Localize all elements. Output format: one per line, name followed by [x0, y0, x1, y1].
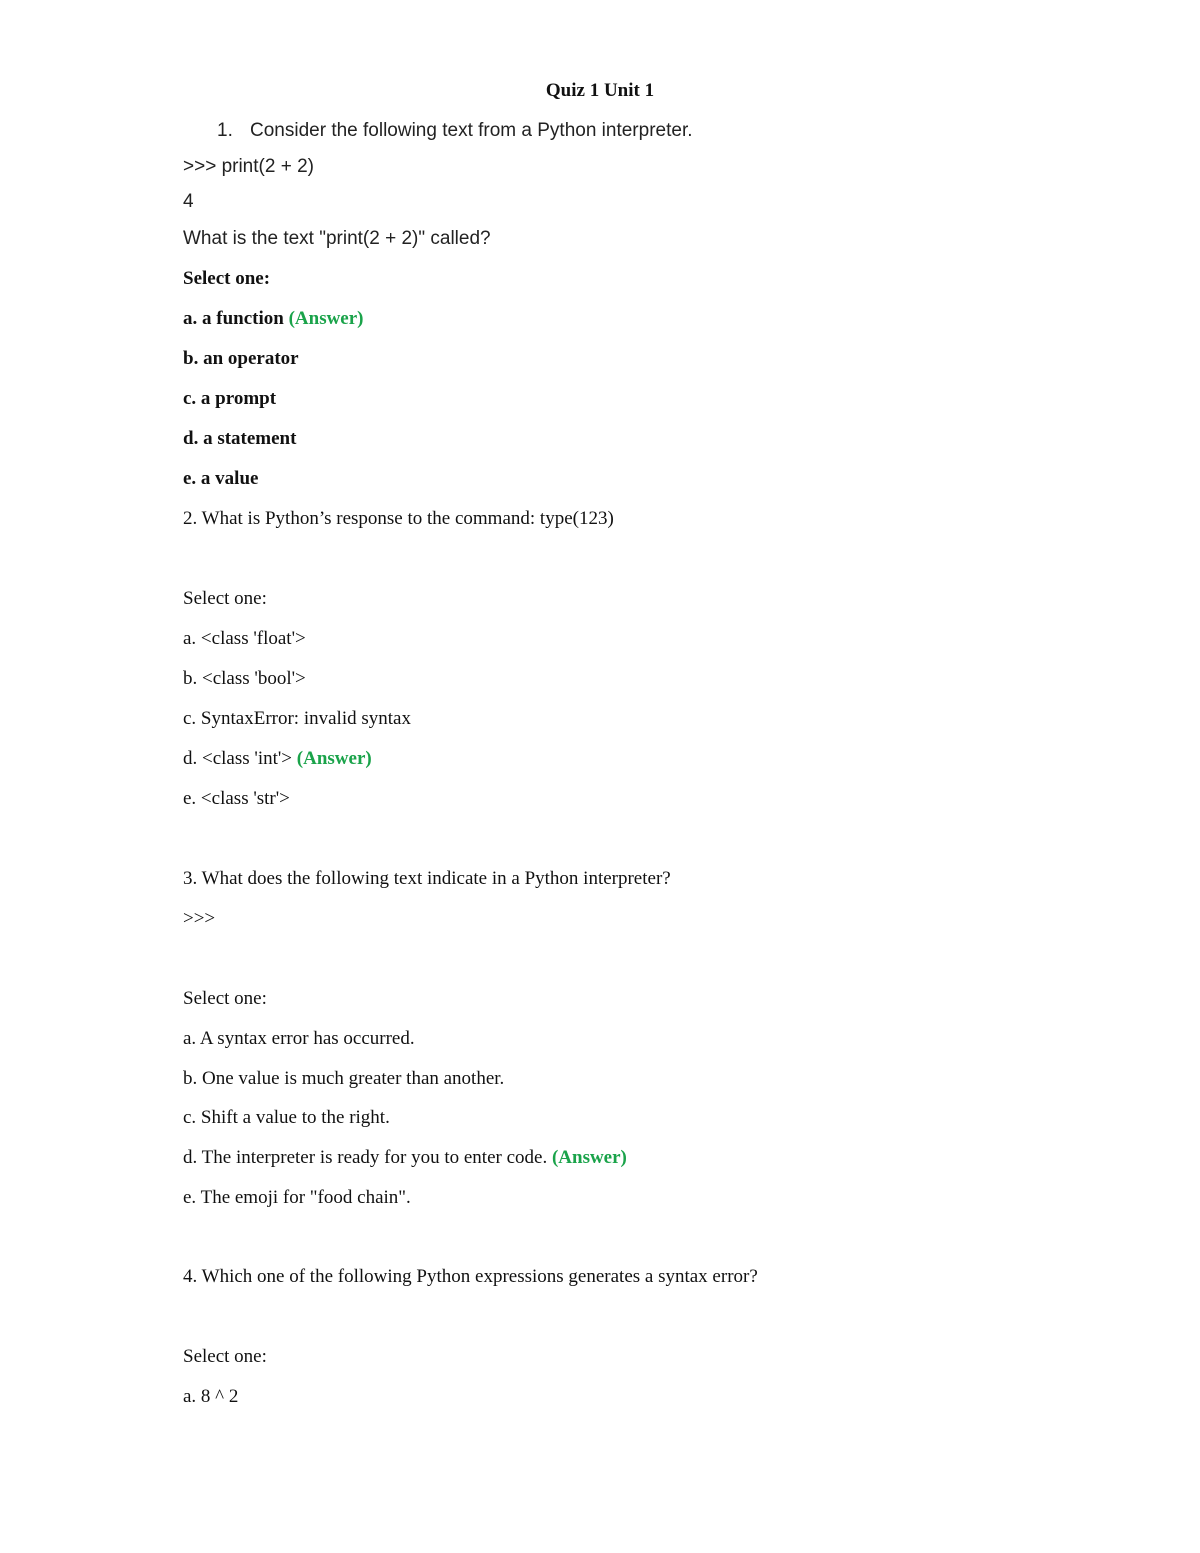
question-1-number: 1.: [217, 120, 233, 141]
answer-marker: (Answer): [551, 1147, 627, 1168]
question-3-option-b: b. One value is much greater than another.: [183, 1068, 505, 1089]
question-1-option-d: d. a statement: [183, 428, 297, 449]
question-3-option-a: a. A syntax error has occurred.: [183, 1028, 415, 1049]
question-1-option-c: c. a prompt: [183, 388, 277, 409]
question-1-option-e: e. a value: [183, 468, 259, 489]
question-3-option-c: c. Shift a value to the right.: [183, 1107, 390, 1128]
question-1-code-line: >>> print(2 + 2): [183, 156, 314, 177]
question-1-prompt: [217, 119, 693, 143]
question-2-option-a: a. <class 'float'>: [183, 628, 306, 649]
question-2-option-d: [183, 747, 372, 771]
question-2-option-b: b. <class 'bool'>: [183, 668, 306, 689]
question-1-text: Consider the following text from a Python interpreter.: [250, 120, 693, 141]
question-1-select-label: Select one:: [183, 268, 271, 289]
question-2-option-e: e. <class 'str'>: [183, 788, 290, 809]
question-1-question: What is the text "print(2 + 2)" called?: [183, 228, 491, 249]
question-3-text: 3. What does the following text indicate in a Python interpreter?: [183, 868, 671, 889]
question-3-select-label: Select one:: [183, 988, 267, 1009]
question-1-option-a: [183, 307, 364, 331]
question-4-option-a: a. 8 ^ 2: [183, 1386, 239, 1407]
question-2-option-c: c. SyntaxError: invalid syntax: [183, 708, 411, 729]
option-text: d. The interpreter is ready for you to enter code.: [183, 1147, 548, 1168]
question-1-option-b: b. an operator: [183, 348, 299, 369]
option-text: a. a function: [183, 308, 284, 329]
question-3-code: >>>: [183, 908, 216, 929]
document-title: Quiz 1 Unit 1: [545, 80, 655, 101]
question-3-option-d: [183, 1146, 627, 1170]
question-4-text: 4. Which one of the following Python expressions generates a syntax error?: [183, 1266, 758, 1287]
question-1-code-output: 4: [183, 191, 194, 212]
answer-marker: (Answer): [296, 748, 372, 769]
question-3-option-e: e. The emoji for "food chain".: [183, 1187, 411, 1208]
question-2-text: 2. What is Python’s response to the command: type(123): [183, 508, 614, 529]
answer-marker: (Answer): [288, 308, 364, 329]
option-text: d. <class 'int'>: [183, 748, 293, 769]
question-2-select-label: Select one:: [183, 588, 267, 609]
question-4-select-label: Select one:: [183, 1346, 267, 1367]
